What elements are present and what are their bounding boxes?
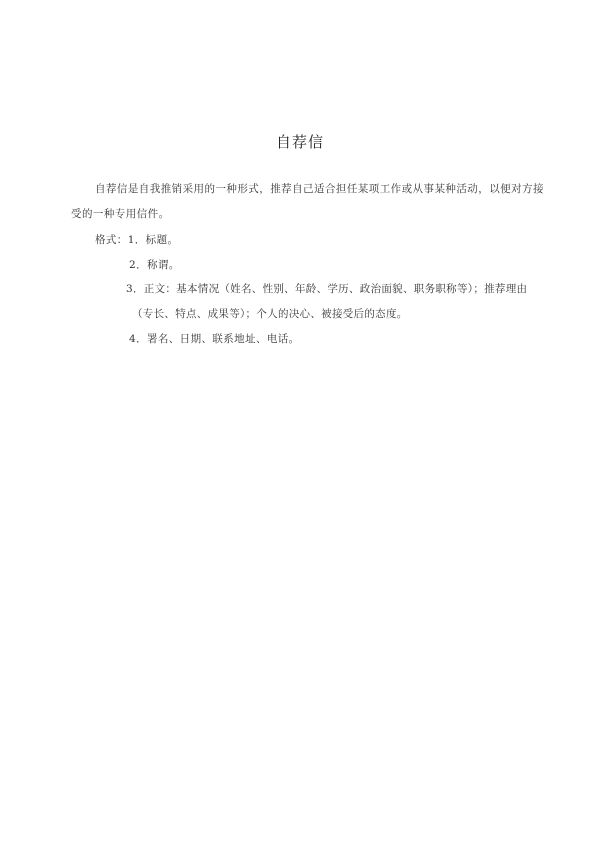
format-item-2: 2．称谓。 [129,259,180,271]
format-item-3-line-1: 3．正文：基本情况（姓名、性别、年龄、学历、政治面貌、职务职称等）；推荐理由 [126,283,528,295]
intro-paragraph-line-1: 自荐信是自我推销采用的一种形式，推荐自己适合担任某项工作或从事某种活动，以便对方接 [95,183,544,195]
intro-paragraph-line-2: 受的一种专用信件。 [71,208,170,220]
format-item-4: 4．署名、日期、联系地址、电话。 [129,333,300,345]
document-title: 自荐信 [275,133,324,151]
format-item-3-line-2: （专长、特点、成果等）；个人的决心、被接受后的态度。 [132,308,408,320]
format-item-1: 格式：1．标题。 [95,234,179,246]
